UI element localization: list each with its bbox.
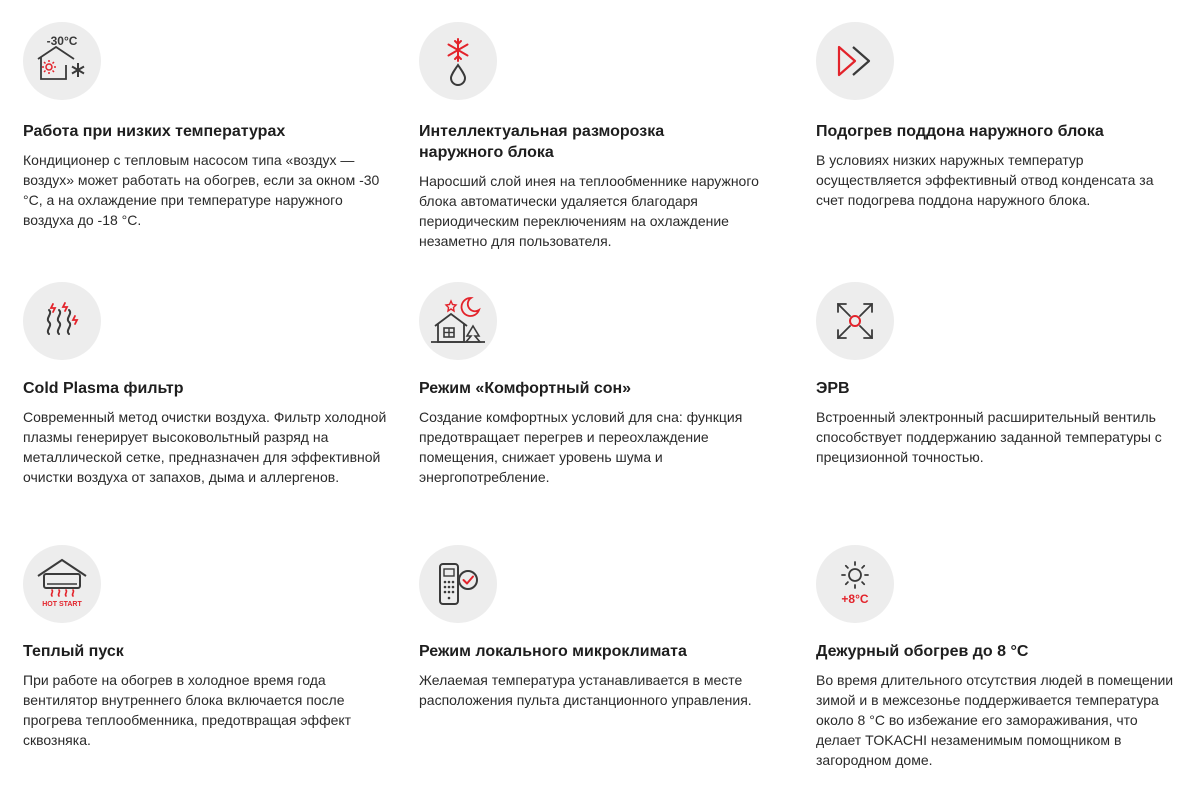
comfort-sleep-icon-circle bbox=[419, 282, 497, 360]
svg-text:+8°C: +8°C bbox=[841, 592, 869, 606]
svg-text:HOT START: HOT START bbox=[42, 601, 82, 608]
comfort-sleep-icon bbox=[429, 292, 487, 350]
feature-title: Работа при низких температурах bbox=[23, 123, 286, 140]
standby-heating-icon bbox=[827, 556, 883, 612]
feature-description: Современный метод очистки воздуха. Фильтр холодной плазмы генерирует высоковольтный разряд на металлической сетке, предназначен для эффективной очистки воздуха от запахов, дыма и аллергенов. bbox=[23, 409, 387, 485]
feature-title: Теплый пуск bbox=[23, 643, 124, 660]
feature-title: Режим локального микроклимата bbox=[419, 643, 687, 660]
erv-icon-circle bbox=[816, 282, 894, 360]
defrost-icon-circle bbox=[419, 22, 497, 100]
fast-forward-icon bbox=[831, 37, 879, 85]
feature-description: Желаемая температура устанавливается в месте расположения пульта дистанционного управления. bbox=[419, 672, 752, 708]
defrost-icon bbox=[430, 33, 486, 89]
feature-low-temperature bbox=[23, 121, 393, 230]
feature-title: Интеллектуальная разморозка наружного блока bbox=[419, 123, 665, 161]
hot-start-icon-circle bbox=[23, 545, 101, 623]
low-temperature-icon bbox=[32, 31, 92, 91]
feature-pan-heating bbox=[816, 121, 1186, 210]
feature-description: Во время длительного отсутствия людей в помещении зимой и в межсезонье поддерживается температура около 8 °C во избежание его замораживания, что делает TOKACHI незаменимым помощником в загородном доме. bbox=[816, 672, 1174, 768]
remote-control-icon bbox=[430, 556, 486, 612]
svg-text:-30°C: -30°C bbox=[46, 34, 78, 48]
feature-description: Кондиционер с тепловым насосом типа «воздух — воздух» может работать на обогрев, если за окном -30 °C, а на охлаждение при температуре наружного воздуха до -18 °C. bbox=[23, 152, 380, 228]
feature-comfort-sleep bbox=[419, 378, 789, 487]
standby-heating-icon-circle bbox=[816, 545, 894, 623]
feature-description: Встроенный электронный расширительный вентиль способствует поддержанию заданной температуры с прецизионной точностью. bbox=[816, 409, 1162, 465]
cold-plasma-icon-circle bbox=[23, 282, 101, 360]
feature-hot-start bbox=[23, 641, 393, 750]
feature-title: Дежурный обогрев до 8 °C bbox=[816, 643, 1029, 660]
feature-defrost bbox=[419, 121, 789, 251]
remote-control-icon-circle bbox=[419, 545, 497, 623]
feature-description: При работе на обогрев в холодное время года вентилятор внутреннего блока включается после прогрева теплообменника, предотвращая эффект сквозняка. bbox=[23, 672, 352, 748]
feature-cold-plasma bbox=[23, 378, 393, 487]
fast-forward-icon-circle bbox=[816, 22, 894, 100]
cold-plasma-icon bbox=[37, 296, 87, 346]
feature-local-climate bbox=[419, 641, 789, 710]
low-temperature-icon-circle bbox=[23, 22, 101, 100]
feature-standby-heating bbox=[816, 641, 1186, 770]
feature-description: Создание комфортных условий для сна: функция предотвращает перегрев и переохлаждение помещения, снижает уровень шума и энергопотребление. bbox=[419, 409, 743, 485]
feature-erv bbox=[816, 378, 1186, 467]
feature-description: Наросший слой инея на теплообменнике наружного блока автоматически удаляется благодаря периодическим переключениям на охлаждение незаметно для пользователя. bbox=[419, 173, 759, 249]
hot-start-icon bbox=[32, 554, 92, 614]
feature-title: Режим «Комфортный сон» bbox=[419, 380, 632, 397]
erv-icon bbox=[830, 296, 880, 346]
feature-title: Подогрев поддона наружного блока bbox=[816, 123, 1104, 140]
feature-title: ЭРВ bbox=[816, 380, 850, 397]
feature-title: Cold Plasma фильтр bbox=[23, 380, 184, 397]
feature-description: В условиях низких наружных температур осуществляется эффективный отвод конденсата за счет подогрева поддона наружного блока. bbox=[816, 152, 1154, 208]
